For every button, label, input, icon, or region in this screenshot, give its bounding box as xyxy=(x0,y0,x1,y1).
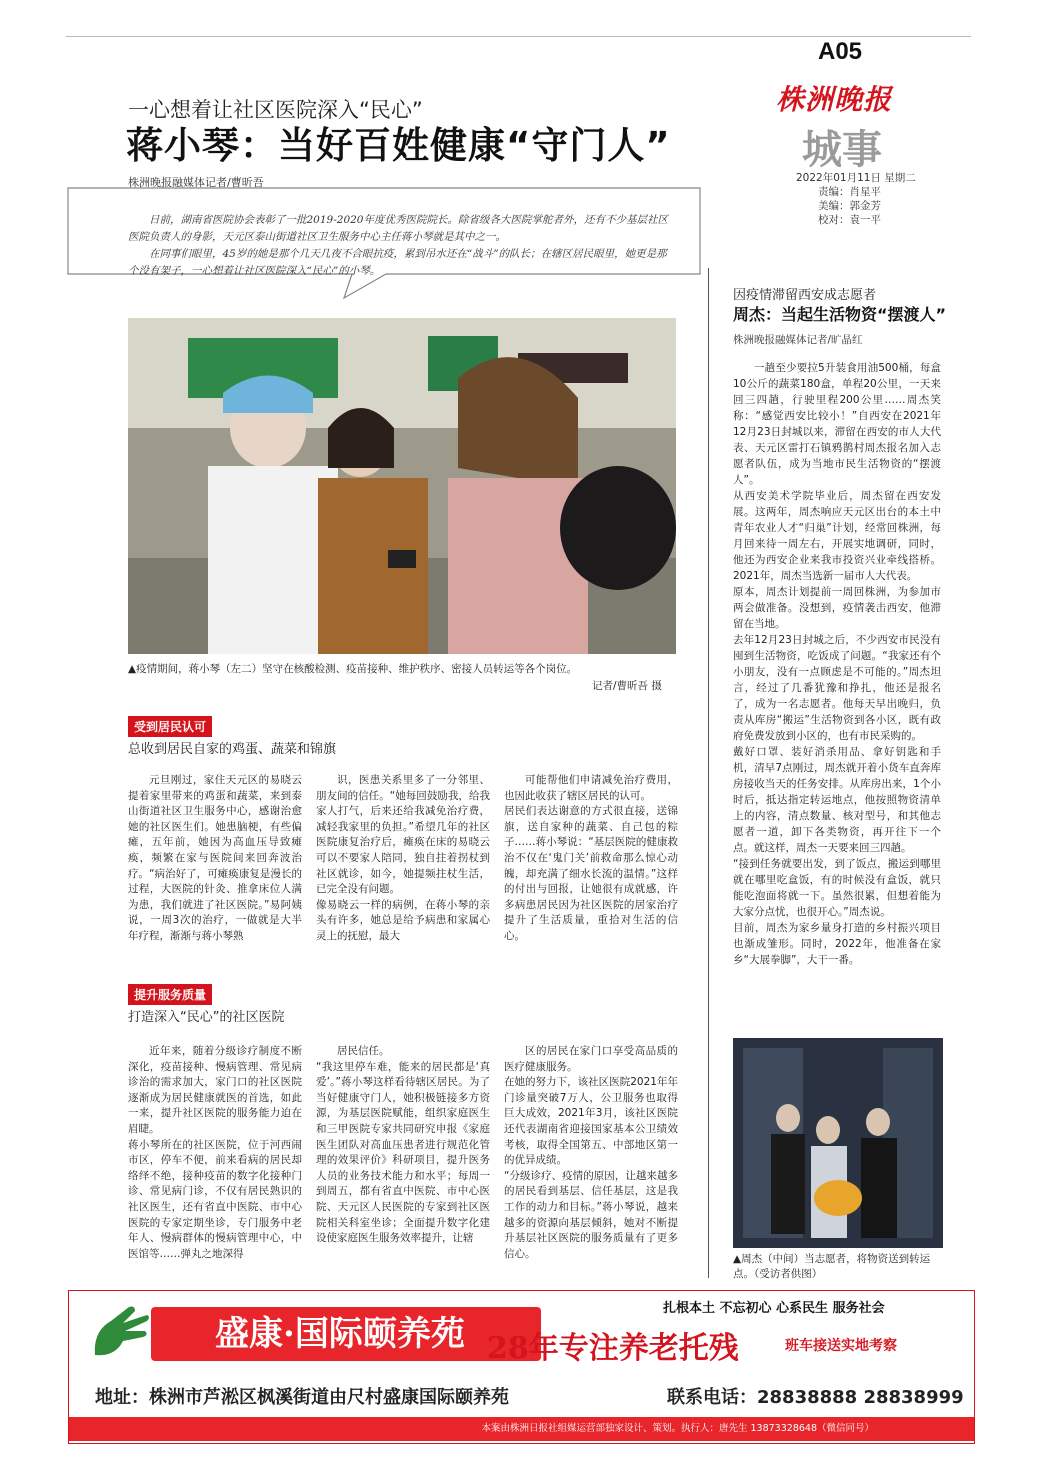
sub1-title: 总收到居民自家的鸡蛋、蔬菜和锦旗 xyxy=(128,742,337,757)
ad-main-text: 28年专注养老托残 xyxy=(487,1331,739,1366)
sub1-tag: 受到居民认可 xyxy=(128,716,212,737)
ad-brand-name: 盛康·国际颐养苑 xyxy=(215,1314,465,1354)
advertisement-banner xyxy=(68,1290,975,1444)
side-byline: 株洲晚报融媒体记者/旷晶红 xyxy=(733,334,863,346)
lead-paragraph-2: 在同事们眼里，45岁的她是那个几天几夜不合眼抗疫，累到吊水还在“战斗”的队长；在辖区居民眼里，她更是那个没有架子，一心想着让社区医院深入“民心”的小琴。 xyxy=(128,248,667,277)
sub2-column-2: 居民信任。 “我这里停车难，能来的居民都是‘真爱’。”蒋小琴这样看待辖区居民。为了当好健康守门人，她积极链接多方资源，为基层医院赋能，组织家庭医生和三甲医院专家共同研究申报《家庭医生团队对高血压患者进行规范化管理的效果评价》科研项目，提升医务人员的业务技术能力和水平；每周一到周五，都有省直中医院、市中心医院、天元区人民医院的专家到社区医院相关科室坐诊；全面提升数字化建设使家庭医生服务效率提升，让辖 xyxy=(316,1045,490,1245)
ad-side-text: 班车接送实地考察 xyxy=(785,1338,897,1354)
masthead-logo: 株洲晚报 xyxy=(776,83,893,116)
ad-footer-bar xyxy=(69,1417,974,1441)
side-kicker: 因疫情滞留西安成志愿者 xyxy=(733,288,877,303)
sub1-column-1: 元旦刚过，家住天元区的易晓云提着家里带来的鸡蛋和蔬菜，来到泰山街道社区卫生服务中心，感谢治愈她的社区医生们。她患脑梗，有些偏瘫，五年前，她因为高血压导致瘫痪，频繁在家与医院间来回奔波治疗。“病治好了，可瘫痪康复是漫长的过程，大医院的针灸、推拿床位人满为患，我们就进了社区医院。”易阿姨说，一周3次的治疗，一做就是大半年疗程，渐渐与蒋小琴熟 xyxy=(128,774,302,942)
ad-phone: 联系电话：28838888 28838999 xyxy=(667,1387,964,1408)
top-rule xyxy=(66,36,971,37)
page-number: A05 xyxy=(818,38,863,65)
side-photo-caption: ▲周杰（中间）当志愿者，将物资送到转运点。（受访者供图） xyxy=(733,1253,931,1280)
sub2-column-3: 区的居民在家门口享受高品质的医疗健康服务。 在她的努力下，该社区医院2021年年门诊量突破7万人，公卫服务也取得巨大成效，2021年3月，该社区医院还代表湖南省迎接国家基本公卫绩效考核，取得全国第五、中部地区第一的优异成绩。 “分级诊疗、疫情的原因，让越来越多的居民看到基层、信任基层，这是我工作的动力和目标。”蒋小琴说，越来越多的资源向基层倾斜，她对不断提升基层社区医院的服务质量有了更多信心。 xyxy=(504,1045,678,1260)
issue-date: 2022年01月11日 星期二 xyxy=(796,172,916,184)
designer-credit: 美编：郭金芳 xyxy=(818,200,881,212)
sub1-column-2: 识，医患关系里多了一分邻里、朋友间的信任。“她每回鼓励我，给我家人打气，后来还给我减免治疗费，减轻我家里的负担。”希望几年的社区医院康复治疗后，瘫痪在床的易晓云可以不要家人陪同，独自拄着拐杖到社区就诊，如今，她提频拄杖生活，已完全没有问题。 像易晓云一样的病例，在蒋小琴的亲头有许多，她总是给予病患和家属心灵上的抚慰，最大 xyxy=(316,774,490,942)
lead-text xyxy=(128,212,676,280)
side-body: 一趟至少要拉5升装食用油500桶，每盒10公斤的蔬菜180盒，单程20公里，一天来回三四趟，行驶里程200公里……周杰笑称：“感觉西安比较小！”自西安在2021年12月23日封城以来，滞留在西安的市人大代表、天元区雷打石镇鸦鹊村周杰报名加入志愿者队伍，成为当地市民生活物资的“摆渡人”。 从西安美术学院毕业后，周杰留在西安发展。这两年，周杰响应天元区出台的本土中青年农业人才“归巢”计划，经常回株洲，每月回来待一周左右，开展实地调研，同时，他还为西安企业来我市投资兴业牵线搭桥。2021年，周杰当选新一届市人大代表。 原本，周杰计划提前一周回株洲，为参加市两会做准备。没想到，疫情袭击西安，他滞留在当地。 去年12月23日封城之后，不少西安市民没有囤到生活物资，吃饭成了问题。“我家还有个小朋友，没有一点顾虑是不可能的。”周杰坦言，经过了几番犹豫和挣扎，他还是报名了，成为一名志愿者。他每天早出晚归，负责从库房“搬运”生活物资到各小区，既有政府免费发放到小区的，也有市民采购的。 戴好口罩、装好消杀用品、拿好钥匙和手机，清早7点刚过，周杰就开着小货车直奔库房接收当天的任务安排。从库房出来，1个小时后，抵达指定转运地点，他按照物资清单上的内容，清点数量、核对型号，和其他志愿者一道，卸下各类物资，再开往下一个点。就这样，周杰一天要来回三四趟。 “接到任务就要出发，到了饭点，搬运到哪里就在哪里吃盒饭，有的时候没有盒饭，就只能吃泡面将就一下。虽然很累，但想着能为大家分点忧，也很开心。”周杰说。 目前，周杰为家乡量身打造的乡村振兴项目也渐成雏形。同时，2022年，他准备在家乡“大展拳脚”，大干一番。 xyxy=(733,362,941,966)
main-photo-caption: ▲疫情期间，蒋小琴（左二）坚守在核酸检测、疫苗接种、维护秩序、密接人员转运等各个岗位。 xyxy=(128,663,578,675)
section-title: 城事 xyxy=(802,126,882,173)
main-photo xyxy=(128,318,676,654)
lead-paragraph-1: 日前，湖南省医院协会表彰了一批2019-2020年度优秀医院院长。除省级各大医院掌舵者外，还有不少基层社区医院负责人的身影，天元区泰山街道社区卫生服务中心主任蒋小琴就是其中之一。 xyxy=(128,214,668,243)
ad-footer-text: 本案由株洲日报社组媒运营部独家设计、策划。执行人：唐先生 13873328648（微信同号） xyxy=(481,1423,874,1434)
sub2-title: 打造深入“民心”的社区医院 xyxy=(128,1010,285,1025)
main-byline: 株洲晚报融媒体记者/曹昕吾 xyxy=(128,176,264,189)
main-photo-credit: 记者/曹昕吾 摄 xyxy=(592,680,662,692)
editor-credit: 责编：肖星平 xyxy=(818,186,881,198)
main-kicker: 一心想着让社区医院深入“民心” xyxy=(128,98,423,122)
ad-brand-box xyxy=(151,1307,541,1361)
proofreader-credit: 校对：袁一平 xyxy=(818,214,881,226)
side-headline: 周杰：当起生活物资“摆渡人” xyxy=(733,305,947,324)
hand-logo-icon xyxy=(89,1301,153,1361)
sub2-tag: 提升服务质量 xyxy=(128,984,212,1005)
side-photo xyxy=(733,1038,943,1248)
column-divider xyxy=(708,268,709,1278)
sub2-column-1: 近年来，随着分级诊疗制度不断深化，疫苗接种、慢病管理、常见病诊治的需求加大，家门口的社区医院逐渐成为居民健康就医的首选，如此一来，提升社区医院的服务能力迫在眉睫。 蒋小琴所在的社区医院，位于河西闹市区，停车不便，前来看病的居民却络绎不绝，接种疫苗的数字化接种门诊、常见病门诊，不仅有居民熟识的社区医生，还有省直中医院、市中心医院的专家定期坐诊，专门服务中老年人、慢病群体的慢病管理中心，中医馆等……弹丸之地深得 xyxy=(128,1045,302,1260)
ad-slogan: 扎根本土 不忘初心 心系民生 服务社会 xyxy=(663,1301,885,1316)
main-headline: 蒋小琴：当好百姓健康“守门人” xyxy=(126,124,671,167)
ad-address: 地址：株洲市芦淞区枫溪街道由尺村盛康国际颐养苑 xyxy=(95,1387,509,1408)
sub1-column-3: 可能帮他们申请减免治疗费用，也因此收获了辖区居民的认可。 居民们表达谢意的方式很直接，送锦旗，送自家种的蔬菜、自己包的粽子……蒋小琴说：“基层医院的健康救治不仅在‘鬼门关’前救命那么惊心动魄，却充满了细水长流的温情。”这样的付出与回报，让她很有成就感，许多病患居民因为社区医院的居家治疗提升了生活质量，重拾对生活的信心。 xyxy=(504,774,678,942)
